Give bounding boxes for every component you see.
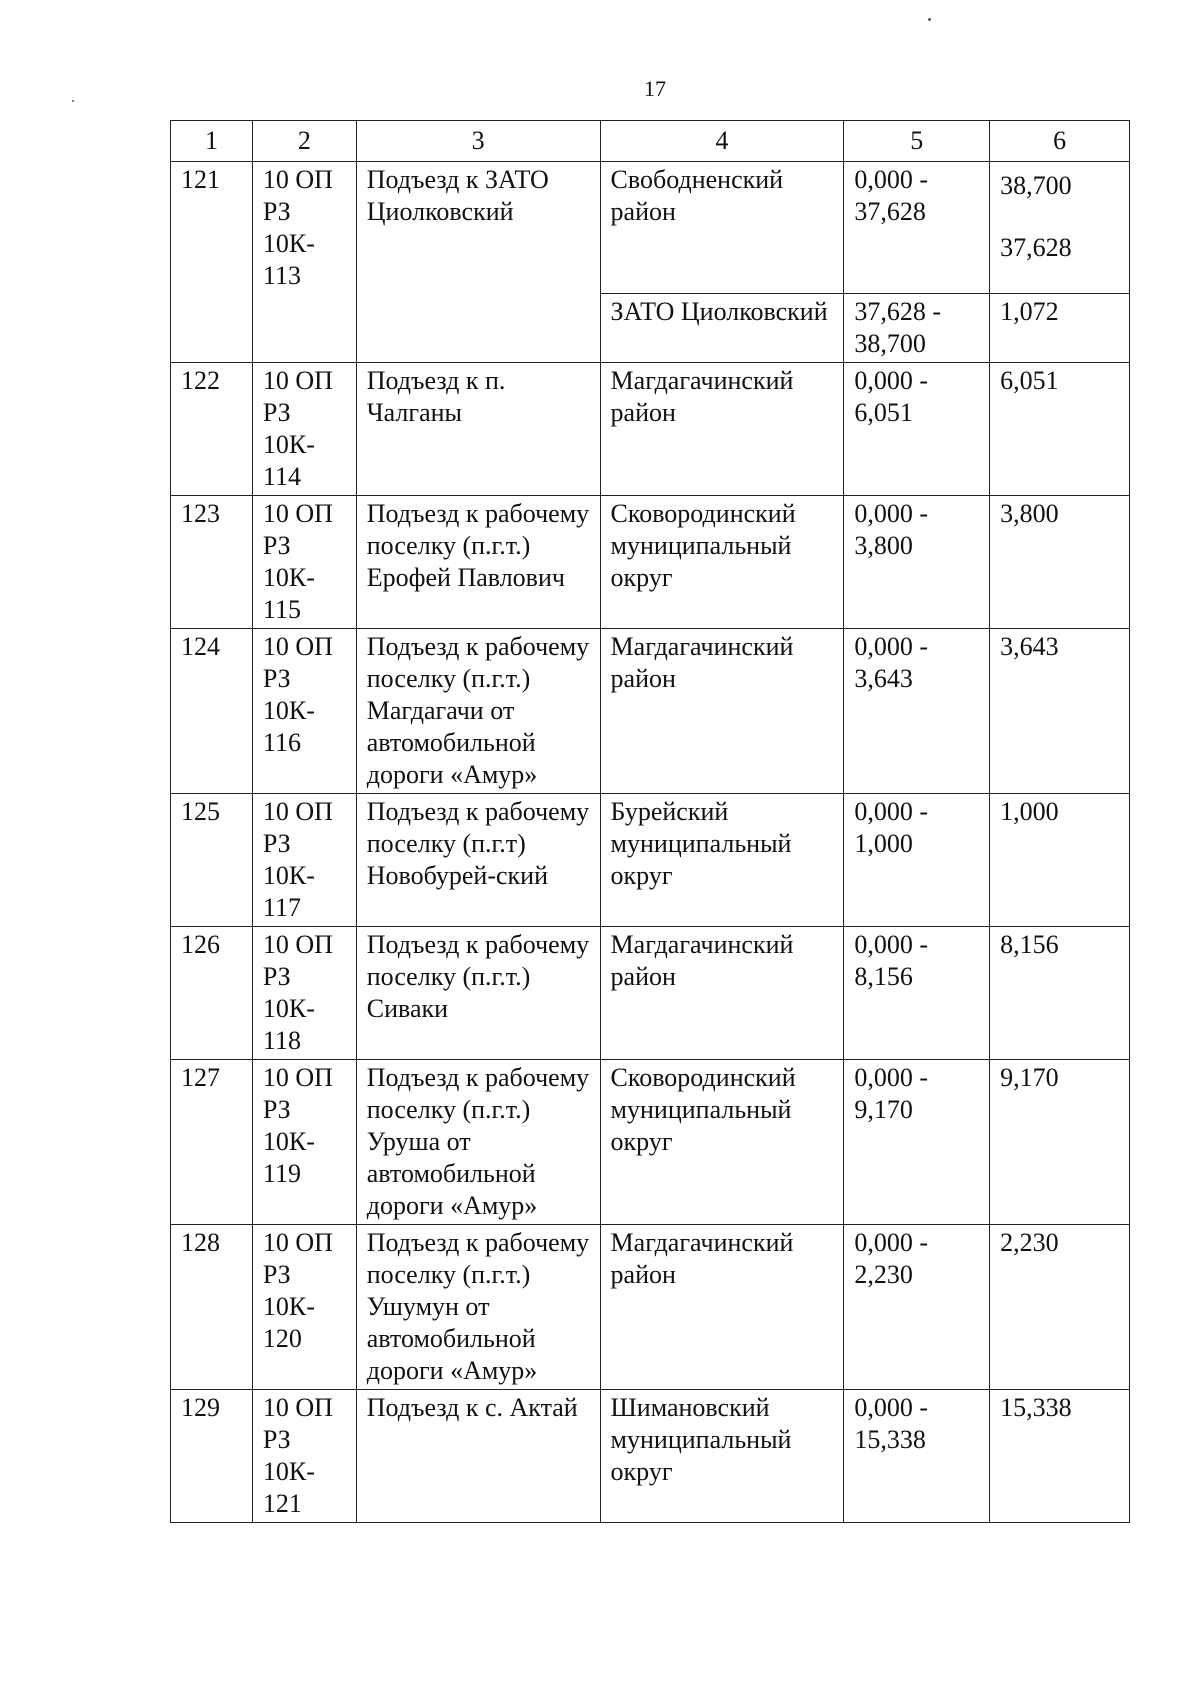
scan-speck xyxy=(72,100,74,102)
table-row xyxy=(171,794,1130,927)
district: Магдагачинский район xyxy=(600,363,844,496)
road-code: 10 ОП РЗ 10К- 114 xyxy=(252,363,356,496)
district: Магдагачинский район xyxy=(600,629,844,794)
road-name: Подъезд к рабочему поселку (п.г.т.) Магдагачи от автомобильной дороги «Амур» xyxy=(356,629,600,794)
table-row xyxy=(171,629,1130,794)
district: Магдагачинский район xyxy=(600,1225,844,1390)
column-header: 4 xyxy=(600,121,844,162)
table-row xyxy=(171,927,1130,1060)
road-code: 10 ОП РЗ 10К- 120 xyxy=(252,1225,356,1390)
km-range: 0,000 - 1,000 xyxy=(844,794,990,927)
page-number: 17 xyxy=(644,76,666,101)
length: 3,643 xyxy=(990,629,1130,794)
road-code: 10 ОП РЗ 10К- 115 xyxy=(252,496,356,629)
length: 2,230 xyxy=(990,1225,1130,1390)
km-range: 0,000 - 8,156 xyxy=(844,927,990,1060)
row-number: 121 xyxy=(171,162,253,363)
road-name: Подъезд к рабочему поселку (п.г.т.) Ерофей Павлович xyxy=(356,496,600,629)
row-number: 122 xyxy=(171,363,253,496)
length: 15,338 xyxy=(990,1390,1130,1523)
row-number: 127 xyxy=(171,1060,253,1225)
district: Свободненский район xyxy=(600,162,844,294)
road-name: Подъезд к рабочему поселку (п.г.т.) Ушумун от автомобильной дороги «Амур» xyxy=(356,1225,600,1390)
road-code: 10 ОП РЗ 10К- 119 xyxy=(252,1060,356,1225)
km-range: 0,000 - 15,338 xyxy=(844,1390,990,1523)
segment-length: 37,628 xyxy=(1000,233,1072,262)
row-number: 124 xyxy=(171,629,253,794)
km-range: 0,000 - 6,051 xyxy=(844,363,990,496)
row-number: 128 xyxy=(171,1225,253,1390)
row-number: 129 xyxy=(171,1390,253,1523)
road-name: Подъезд к с. Актай xyxy=(356,1390,600,1523)
column-header: 5 xyxy=(844,121,990,162)
district: Сковородинский муниципальный округ xyxy=(600,496,844,629)
segment-length: 1,072 xyxy=(990,294,1130,363)
length: 9,170 xyxy=(990,1060,1130,1225)
road-name: Подъезд к рабочему поселку (п.г.т.) Уруша от автомобильной дороги «Амур» xyxy=(356,1060,600,1225)
length: 1,000 xyxy=(990,794,1130,927)
district: ЗАТО Циолковский xyxy=(600,294,844,363)
road-name: Подъезд к ЗАТО Циолковский xyxy=(356,162,600,363)
table-row xyxy=(171,1225,1130,1390)
district: Бурейский муниципальный округ xyxy=(600,794,844,927)
district: Магдагачинский район xyxy=(600,927,844,1060)
column-header: 6 xyxy=(990,121,1130,162)
column-header: 1 xyxy=(171,121,253,162)
scan-speck xyxy=(928,18,931,21)
column-header: 2 xyxy=(252,121,356,162)
road-code: 10 ОП РЗ 10К- 116 xyxy=(252,629,356,794)
road-code: 10 ОП РЗ 10К- 121 xyxy=(252,1390,356,1523)
row-number: 125 xyxy=(171,794,253,927)
table-row xyxy=(171,363,1130,496)
road-name: Подъезд к рабочему поселку (п.г.т) Новобурей-ский xyxy=(356,794,600,927)
length-cell xyxy=(990,162,1130,294)
table-row xyxy=(171,496,1130,629)
km-range: 0,000 - 2,230 xyxy=(844,1225,990,1390)
district: Сковородинский муниципальный округ xyxy=(600,1060,844,1225)
km-range: 0,000 - 3,643 xyxy=(844,629,990,794)
roads-table xyxy=(170,120,1130,1523)
row-number: 126 xyxy=(171,927,253,1060)
road-code: 10 ОП РЗ 10К- 118 xyxy=(252,927,356,1060)
length: 8,156 xyxy=(990,927,1130,1060)
header-row xyxy=(171,121,1130,162)
road-code: 10 ОП РЗ 10К- 117 xyxy=(252,794,356,927)
row-number: 123 xyxy=(171,496,253,629)
total-length: 38,700 xyxy=(1000,171,1072,200)
table-row xyxy=(171,162,1130,294)
length: 3,800 xyxy=(990,496,1130,629)
km-range: 0,000 - 3,800 xyxy=(844,496,990,629)
length: 6,051 xyxy=(990,363,1130,496)
road-name: Подъезд к п. Чалганы xyxy=(356,363,600,496)
table-row xyxy=(171,1060,1130,1225)
km-range: 0,000 - 37,628 xyxy=(844,162,990,294)
district: Шимановский муниципальный округ xyxy=(600,1390,844,1523)
km-range: 0,000 - 9,170 xyxy=(844,1060,990,1225)
column-header: 3 xyxy=(356,121,600,162)
km-range: 37,628 - 38,700 xyxy=(844,294,990,363)
road-code: 10 ОП РЗ 10К- 113 xyxy=(252,162,356,363)
table-row xyxy=(171,1390,1130,1523)
road-name: Подъезд к рабочему поселку (п.г.т.) Сиваки xyxy=(356,927,600,1060)
